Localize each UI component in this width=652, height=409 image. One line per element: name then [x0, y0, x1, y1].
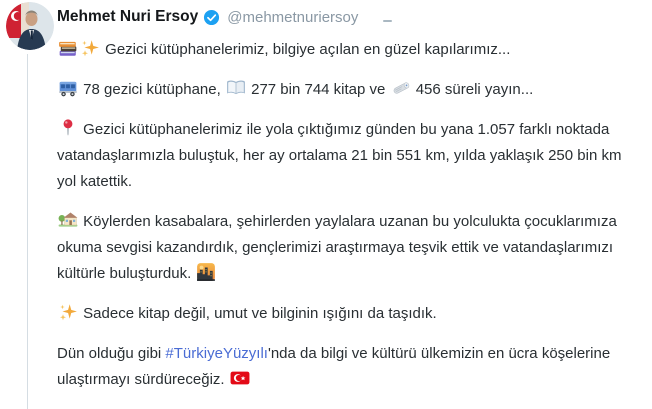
hashtag-link[interactable]: #TürkiyeYüzyılı — [165, 345, 268, 362]
turkey-flag-emoji — [230, 368, 250, 388]
rolled-newspaper-emoji — [391, 78, 411, 98]
tweet-paragraph: Dün olduğu gibi #TürkiyeYüzyılı'nda da bilgi ve kültürü ülkemizin en ücra köşelerine ulaştırmayı sürdüreceğiz. — [57, 345, 611, 388]
cropped-ui-dash — [383, 20, 392, 22]
tweet-paragraph: Gezici kütüphanelerimiz ile yola çıktığımız günden bu yana 1.057 farklı noktada vatandaşlarımızla buluştuk, her ay ortalama 21 bin 551 km, yılda yaklaşık 250 bin km yol katettik. — [57, 117, 634, 195]
avatar[interactable] — [6, 2, 54, 50]
tweet-paragraph: 78 gezici kütüphane, 277 bin 744 kitap ve 456 süreli yayın... — [57, 77, 634, 103]
tweet-text — [57, 37, 634, 393]
display-name[interactable]: Mehmet Nuri Ersoy — [57, 8, 199, 25]
thread-connector-line — [27, 54, 28, 409]
sparkles-emoji — [58, 302, 78, 322]
tweet-paragraph: Sadece kitap değil, umut ve bilginin ışığını da taşıdık. — [57, 301, 634, 327]
books-emoji — [58, 38, 78, 58]
sparkles-emoji — [80, 38, 100, 58]
tweet-paragraph: Gezici kütüphanelerimiz, bilgiye açılan en güzel kapılarımız... — [57, 37, 634, 63]
round-pushpin-emoji — [58, 118, 78, 138]
user-handle[interactable]: @mehmetnuriersoy — [227, 8, 359, 26]
verified-badge-icon — [203, 9, 220, 26]
tweet-header — [57, 6, 634, 28]
open-book-emoji — [226, 78, 246, 98]
cityscape-at-dusk-emoji — [196, 262, 216, 282]
tweet-paragraph: Köylerden kasabalara, şehirlerden yaylalara uzanan bu yolculukta çocuklarımıza okuma sevgisi kazandırdık, gençlerimizi araştırmaya teşvik ettik ve vatandaşlarımızı kültürle buluşturduk. — [57, 209, 634, 287]
house-with-garden-emoji — [58, 210, 78, 230]
bus-emoji — [58, 78, 78, 98]
